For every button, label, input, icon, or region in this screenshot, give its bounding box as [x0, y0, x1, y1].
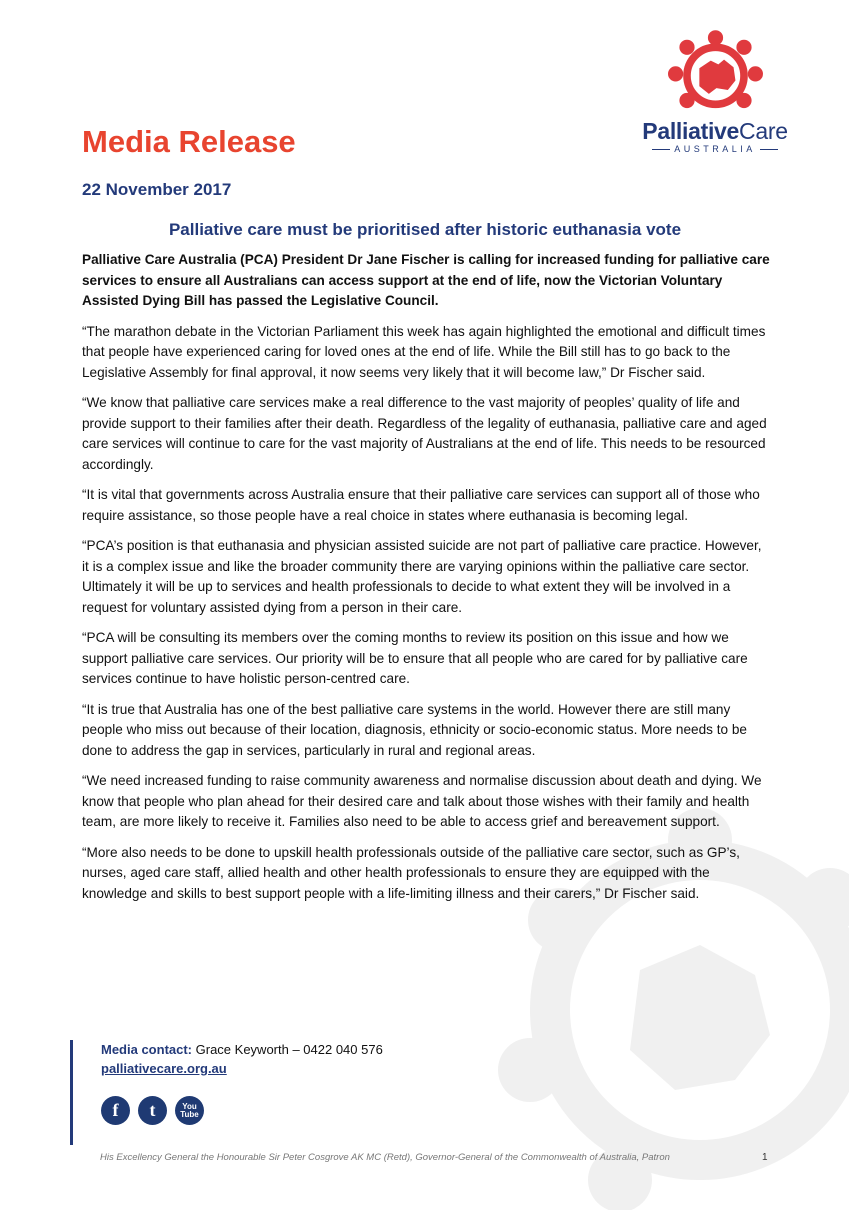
- logo-wordmark: PalliativeCare: [642, 118, 788, 144]
- contact-value: Grace Keyworth – 0422 040 576: [195, 1042, 383, 1057]
- logo-mark-icon: [668, 28, 763, 116]
- paragraph: “We need increased funding to raise community awareness and normalise discussion about death and dying. We know that people who plan ahead for their desired care and talk about those wishes with their family and health team, are more likely to receive it. Families also need to be able to access grief and bereavement support.: [82, 773, 762, 829]
- paragraph: “It is true that Australia has one of the best palliative care systems in the world. However there are still many people who miss out because of their location, diagnosis, ethnicity or socio-economic status. More needs to be done to address the gap in services, particularly in rural and regional areas.: [82, 701, 747, 758]
- contact-label: Media contact:: [101, 1042, 193, 1057]
- media-contact: [70, 1040, 383, 1145]
- youtube-text-1: You: [182, 1101, 197, 1111]
- paragraph: “PCA’s position is that euthanasia and physician assisted suicide are not part of palliative care practice. However, it is a complex issue and like the broader community there are varying opinions within the palliative care sector. Ultimately it will be up to services and health professionals to decide to what extent they will be involved in a request for voluntary assisted dying from a person in their care.: [82, 538, 762, 615]
- page-title: Media Release: [82, 124, 296, 159]
- facebook-icon[interactable]: f: [101, 1096, 130, 1125]
- paragraph: “The marathon debate in the Victorian Parliament this week has again highlighted the emotional and difficult times that people have experienced caring for loved ones at the end of life. While the Bill still has to go back to the Legislative Assembly for final approval, it now seems very likely that it will become law,” Dr Fischer said.: [82, 323, 766, 380]
- headline: Palliative care must be prioritised after historic euthanasia vote: [168, 220, 682, 239]
- youtube-text-2: Tube: [180, 1109, 199, 1119]
- paragraph: “PCA will be consulting its members over the coming months to review its position on this issue and how we support palliative care services. Our priority will be to ensure that all people who are cared for by palliative care services continue to have holistic person-centred care.: [82, 630, 748, 686]
- contact-line: [101, 1042, 383, 1057]
- footer-patron: His Excellency General the Honourable Sir Peter Cosgrove AK MC (Retd), Governor-General of the Commonwealth of Australia, Patron: [100, 1152, 670, 1163]
- paragraph: “It is vital that governments across Australia ensure that their palliative care services can support all of those who require assistance, so those people have a real choice in states where euthanasia is becoming legal.: [82, 487, 760, 523]
- release-date: 22 November 2017: [82, 180, 232, 199]
- paragraph: “More also needs to be done to upskill health professionals outside of the palliative care sector, such as GP’s, nurses, aged care staff, allied health and other health professionals to ensure they are equipped with the knowledge and skills to best support people with a life-limiting illness and their carers,” Dr Fischer said.: [82, 844, 740, 901]
- youtube-icon[interactable]: [175, 1096, 204, 1125]
- social-links: [101, 1096, 383, 1125]
- article-body: [82, 250, 772, 914]
- website-link[interactable]: palliativecare.org.au: [101, 1061, 227, 1076]
- paragraph: “We know that palliative care services make a real difference to the vast majority of peoples’ quality of life and provide support to their families after their death. Regardless of the legality of euthanasia, palliative care and aged care services will continue to care for the vast majority of Australians at the end of life. This needs to be resourced accordingly.: [82, 395, 767, 472]
- palliative-care-logo: [615, 28, 815, 158]
- twitter-icon[interactable]: t: [138, 1096, 167, 1125]
- lead-paragraph: Palliative Care Australia (PCA) President Dr Jane Fischer is calling for increased funding for palliative care services to ensure all Australians can access support at the end of life, now the Victorian Voluntary Assisted Dying Bill has passed the Legislative Council.: [82, 252, 770, 308]
- logo-subtitle: AUSTRALIA: [615, 144, 815, 154]
- page-number: 1: [762, 1152, 768, 1163]
